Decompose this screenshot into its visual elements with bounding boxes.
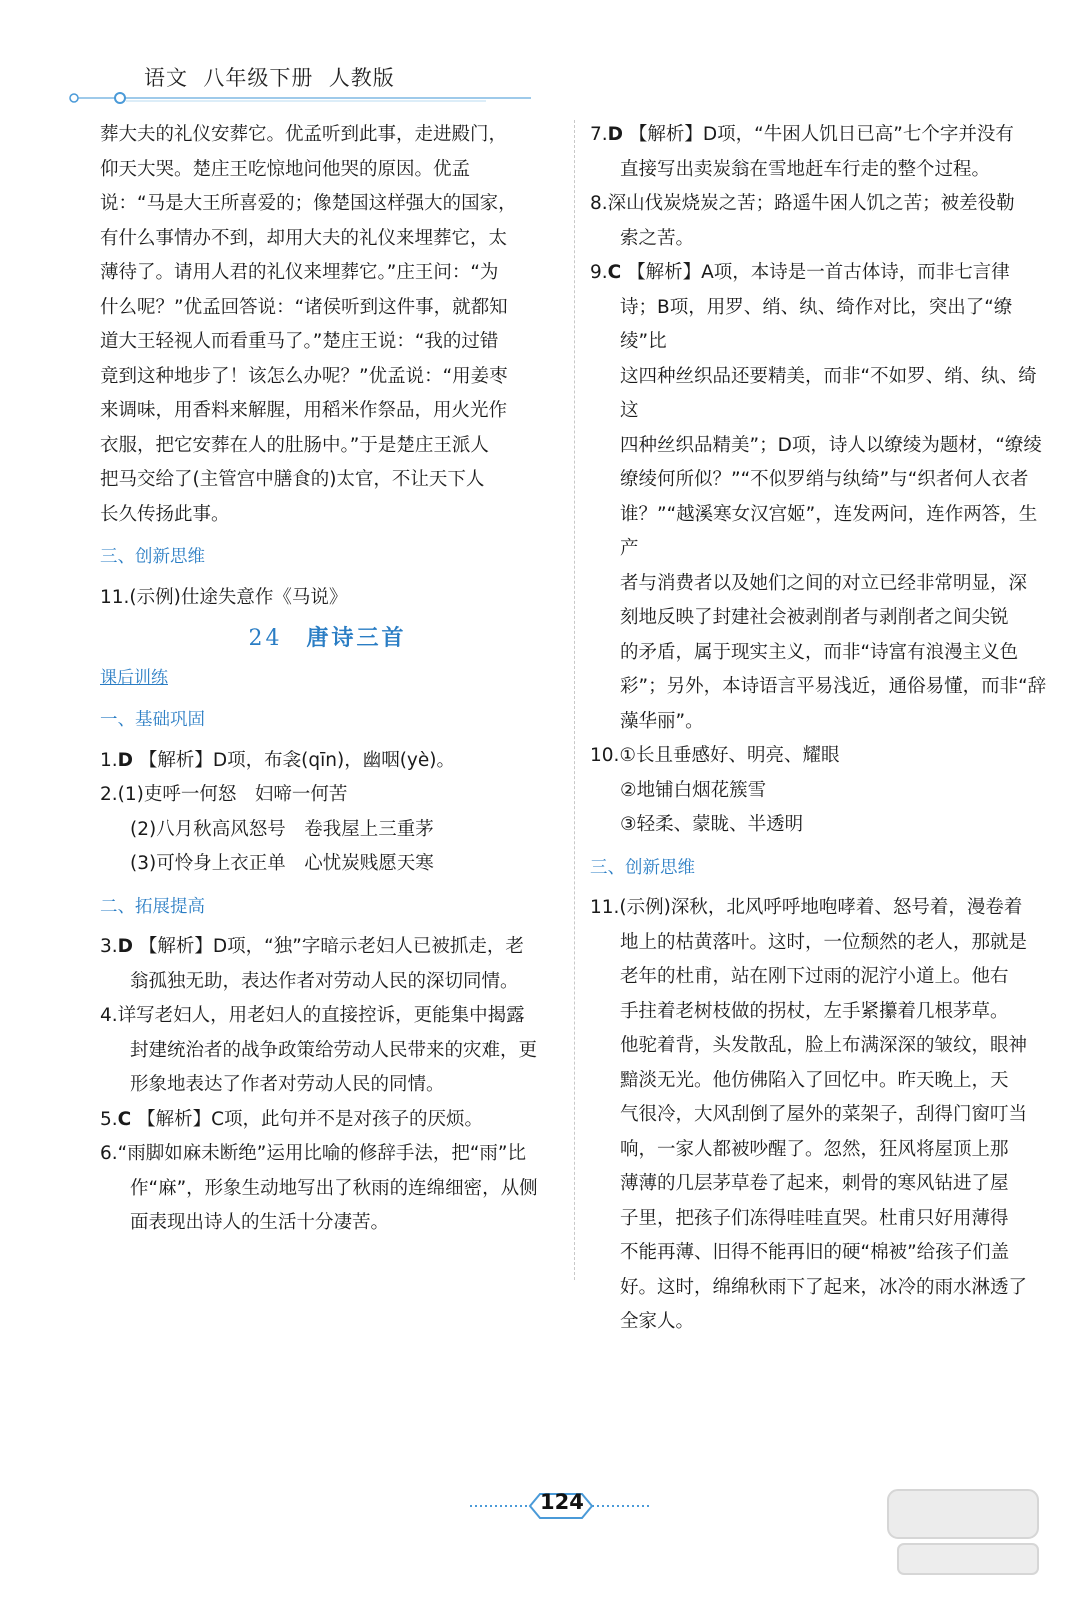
answer-number: 5. bbox=[100, 1108, 118, 1130]
answer-11-line: 薄薄的几层茅草卷了起来，刺骨的寒风钻进了屋 bbox=[620, 1173, 1009, 1194]
answer-3 bbox=[100, 930, 555, 965]
lesson-name: 唐诗三首 bbox=[306, 625, 407, 651]
answer-9-line: 藻华丽”。 bbox=[620, 710, 704, 732]
intro-paragraph bbox=[100, 118, 555, 532]
answer-text: 【解析】C项，此句并不是对孩子的厌烦。 bbox=[137, 1108, 484, 1130]
answer-text: 【解析】A项，本诗是一首古体诗，而非七言律 bbox=[627, 262, 1010, 283]
answer-11-line: 响，一家人都被吵醒了。忽然，狂风将屋顶上那 bbox=[620, 1138, 1009, 1160]
answer-11-line: 好。这时，绵绵秋雨下了起来，冰冷的雨水淋透了 bbox=[620, 1276, 1028, 1298]
section-heading-basic: 一、基础巩固 bbox=[100, 710, 205, 730]
answer-4-line: 封建统治者的战争政策给劳动人民带来的灾难，更 bbox=[130, 1039, 538, 1061]
column-divider bbox=[574, 120, 575, 1280]
answer-9-line: 的矛盾，属于现实主义，而非“诗富有浪漫主义色 bbox=[620, 641, 1019, 663]
answer-text: 【解析】D项，“牛困人饥日已高”七个字并没有 bbox=[628, 124, 1014, 145]
intro-line: 衣服，把它安葬在人的肚肠中。”于是楚庄王派人 bbox=[100, 434, 489, 456]
answer-choice: D bbox=[117, 936, 134, 957]
answer-text: 【解析】D项，布衾(qīn)，幽咽(yè)。 bbox=[138, 749, 455, 771]
answer-7-line: 直接写出卖炭翁在雪地赶车行走的整个过程。 bbox=[620, 158, 991, 180]
answer-number: 1. bbox=[100, 749, 118, 771]
intro-line: 把马交给了(主管宫中膳食的)太官，不让天下人 bbox=[100, 469, 485, 490]
section-heading-expand: 二、拓展提高 bbox=[100, 896, 205, 917]
answer-11-line: 不能再薄、旧得不能再旧的硬“棉被”给孩子们盖 bbox=[620, 1242, 1010, 1263]
intro-line: 道大王轻视人而看重马了。”楚庄王说：“我的过错 bbox=[100, 331, 499, 352]
answer-9 bbox=[590, 256, 1050, 291]
answer-choice: D bbox=[117, 749, 134, 771]
lesson-number: 24 bbox=[248, 626, 283, 651]
answer-2: 2.(1)吏呼一何怒 妇啼一何苦 bbox=[100, 784, 348, 805]
answer-9-line: 彩”；另外，本诗语言平易浅近，通俗易懂，而非“辞 bbox=[620, 676, 1047, 697]
answer-11: 11.(示例)深秋，北风呼呼地咆哮着、怒号着，漫卷着 bbox=[590, 897, 1023, 918]
intro-line: 来调味，用香料来解腥，用稻米作祭品，用火光作 bbox=[100, 400, 508, 421]
intro-line: 什么呢？”优孟回答说：“诸侯听到这件事，就都知 bbox=[100, 296, 508, 318]
answer-choice: D bbox=[607, 124, 624, 145]
answer-11: 11.(示例)仕途失意作《马说》 bbox=[100, 586, 348, 608]
answer-9-line: 谁？”“越溪寒女汉宫姬”，连发两问，连作两答，生产 bbox=[620, 503, 1038, 559]
subheading-exercises: 课后训练 bbox=[100, 667, 168, 688]
answer-choice: C bbox=[117, 1108, 132, 1130]
answer-4-line: 形象地表达了作者对劳动人民的同情。 bbox=[130, 1074, 445, 1095]
answer-9-line: 缭绫何所似？”“不似罗绡与纨绮”与“织者何人衣者 bbox=[620, 469, 1029, 490]
lesson-title bbox=[100, 621, 555, 657]
answer-1 bbox=[100, 744, 555, 779]
intro-line: 薄待了。请用人君的礼仪来埋葬它。”庄王问：“为 bbox=[100, 262, 499, 283]
answer-11-line: 子里，把孩子们冻得哇哇直哭。杜甫只好用薄得 bbox=[620, 1207, 1009, 1229]
section-heading-innovation: 三、创新思维 bbox=[590, 857, 695, 878]
answer-8: 8.深山伐炭烧炭之苦；路遥牛困人饥之苦；被差役勒 bbox=[590, 193, 1015, 214]
answer-number: 7. bbox=[590, 124, 608, 145]
answer-11-line: 老年的杜甫，站在刚下过雨的泥泞小道上。他右 bbox=[620, 966, 1009, 987]
watermark-logo bbox=[878, 1482, 1058, 1582]
answer-5 bbox=[100, 1103, 555, 1138]
answer-6-line: 作“麻”，形象生动地写出了秋雨的连绵细密，从侧 bbox=[130, 1177, 538, 1199]
answer-11-line: 黯淡无光。他仿佛陷入了回忆中。昨天晚上，天 bbox=[620, 1069, 1009, 1091]
answer-text: 【解析】D项，“独”字暗示老妇人已被抓走，老 bbox=[138, 936, 524, 957]
answer-number: 3. bbox=[100, 936, 118, 957]
answer-9-line: 四种丝织品精美”；D项，诗人以缭绫为题材，“缭绫 bbox=[620, 434, 1042, 456]
answer-11-line: 气很冷，大风刮倒了屋外的菜架子，刮得门窗叮当 bbox=[620, 1104, 1028, 1125]
answer-4: 4.详写老妇人，用老妇人的直接控诉，更能集中揭露 bbox=[100, 1005, 525, 1026]
answer-9-line: 刻地反映了封建社会被剥削者与剥削者之间尖锐 bbox=[620, 607, 1009, 628]
answer-9-line: 者与消费者以及她们之间的对立已经非常明显，深 bbox=[620, 572, 1028, 594]
answer-2-line: (3)可怜身上衣正单 心忧炭贱愿天寒 bbox=[130, 853, 434, 874]
answer-choice: C bbox=[607, 262, 622, 283]
intro-line: 长久传扬此事。 bbox=[100, 503, 230, 525]
answer-6-line: 面表现出诗人的生活十分凄苦。 bbox=[130, 1212, 390, 1233]
page-number: 124 bbox=[540, 1490, 584, 1514]
intro-line: 有什么事情办不到，却用大夫的礼仪来埋葬它，太 bbox=[100, 227, 508, 249]
answer-10: 10.①长且垂感好、明亮、耀眼 bbox=[590, 745, 840, 766]
answer-11-line: 全家人。 bbox=[620, 1311, 695, 1332]
intro-line: 仰天大哭。楚庄王吃惊地问他哭的原因。优孟 bbox=[100, 158, 471, 180]
intro-line: 说：“马是大王所喜爱的；像楚国这样强大的国家， bbox=[100, 193, 517, 214]
page-footer bbox=[470, 1480, 650, 1540]
answer-11-line: 手拄着老树枝做的拐杖，左手紧攥着几根茅草。 bbox=[620, 1000, 1009, 1022]
answer-number: 9. bbox=[590, 262, 608, 283]
section-heading-innovation: 三、创新思维 bbox=[100, 547, 205, 567]
answer-11-line: 他驼着背，头发散乱，脸上布满深深的皱纹，眼神 bbox=[620, 1035, 1028, 1056]
answer-9-line: 诗；B项，用罗、绡、纨、绮作对比，突出了“缭绫”比 bbox=[620, 296, 1013, 352]
answer-10-line: ③轻柔、蒙眬、半透明 bbox=[620, 814, 804, 835]
answer-2-line: (2)八月秋高风怒号 卷我屋上三重茅 bbox=[130, 818, 434, 840]
answer-11-line: 地上的枯黄落叶。这时，一位颓然的老人，那就是 bbox=[620, 931, 1028, 953]
header-title: 语文 八年级下册 人教版 bbox=[144, 66, 395, 90]
header-decor-line bbox=[66, 88, 536, 108]
intro-line: 葬大夫的礼仪安葬它。优孟听到此事，走进殿门， bbox=[100, 124, 508, 145]
answer-10-line: ②地铺白烟花簇雪 bbox=[620, 779, 767, 801]
answer-3-line: 翁孤独无助，表达作者对劳动人民的深切同情。 bbox=[130, 970, 519, 992]
answer-9-line: 这四种丝织品还要精美，而非“不如罗、绡、纨、绮这 bbox=[620, 365, 1037, 421]
answer-6: 6.“雨脚如麻未断绝”运用比喻的修辞手法，把“雨”比 bbox=[100, 1143, 526, 1164]
answer-8-line: 索之苦。 bbox=[620, 227, 695, 249]
answer-7 bbox=[590, 118, 1050, 153]
left-column bbox=[100, 118, 555, 1241]
intro-line: 竟到这种地步了！该怎么办呢？”优孟说：“用姜枣 bbox=[100, 365, 508, 387]
right-column bbox=[590, 118, 1050, 1340]
